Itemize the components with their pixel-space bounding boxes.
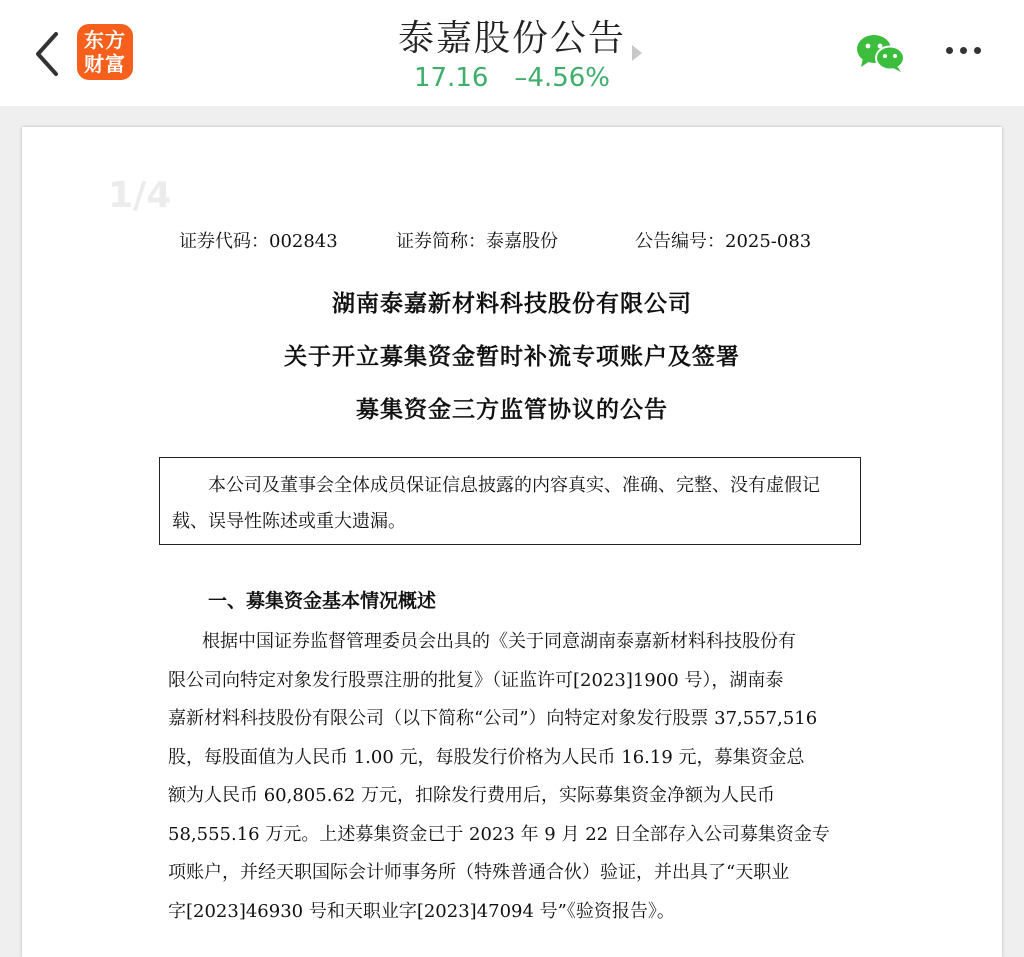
- body-line: 股，每股面值为人民币 1.00 元，每股发行价格为人民币 16.19 元，募集资金总: [168, 746, 805, 768]
- logo-line-2: 财富: [84, 52, 126, 76]
- body-line: 58,555.16 万元。上述募集资金已于 2023 年 9 月 22 日全部存入公司募集资金专: [168, 823, 830, 845]
- section-1-body: [168, 623, 858, 931]
- announcement-title-line-2: 募集资金三方监管协议的公告: [356, 396, 668, 423]
- body-line: 项账户，并经天职国际会计师事务所（特殊普通合伙）验证，并出具了“天职业: [168, 862, 790, 883]
- announcement-title-line-1: 关于开立募集资金暂时补流专项账户及签署: [284, 343, 740, 370]
- play-triangle-icon[interactable]: [632, 45, 642, 61]
- stock-change: –4.56%: [514, 63, 611, 93]
- wechat-share-button[interactable]: [855, 32, 907, 74]
- top-navigation-bar: [0, 0, 1024, 106]
- statement-box: [159, 457, 861, 545]
- stock-price: 17.16: [413, 63, 489, 93]
- notice-number: 公告编号：2025-083: [635, 231, 812, 252]
- security-code: 证券代码：002843: [179, 231, 338, 252]
- body-line: 限公司向特定对象发行股票注册的批复》（证监许可[2023]1900 号），湖南泰: [168, 669, 784, 691]
- document-page[interactable]: [22, 127, 1002, 957]
- stock-title[interactable]: 泰嘉股份公告: [397, 18, 626, 59]
- wechat-icon: [855, 32, 907, 74]
- page-indicator: 1/4: [108, 175, 172, 216]
- more-dots-icon[interactable]: [944, 40, 984, 60]
- company-name: 湖南泰嘉新材料科技股份有限公司: [332, 290, 692, 317]
- logo-line-1: 东方: [84, 28, 126, 52]
- body-line: 嘉新材料科技股份有限公司（以下简称“公司”）向特定对象发行股票 37,557,516: [168, 708, 818, 729]
- statement-text: 本公司及董事会全体成员保证信息披露的内容真实、准确、完整、没有虚假记载、误导性陈述或重大遗漏。: [172, 475, 820, 532]
- body-line: 字[2023]46930 号和天职业字[2023]47094 号”《验资报告》。: [168, 900, 675, 922]
- body-line: 根据中国证券监督管理委员会出具的《关于同意湖南泰嘉新材料科技股份有: [202, 631, 796, 652]
- section-1-title: 一、募集资金基本情况概述: [208, 590, 437, 612]
- body-line: 额为人民币 60,805.62 万元，扣除发行费用后，实际募集资金净额为人民币: [168, 785, 776, 806]
- security-short-name: 证券简称：泰嘉股份: [396, 231, 558, 252]
